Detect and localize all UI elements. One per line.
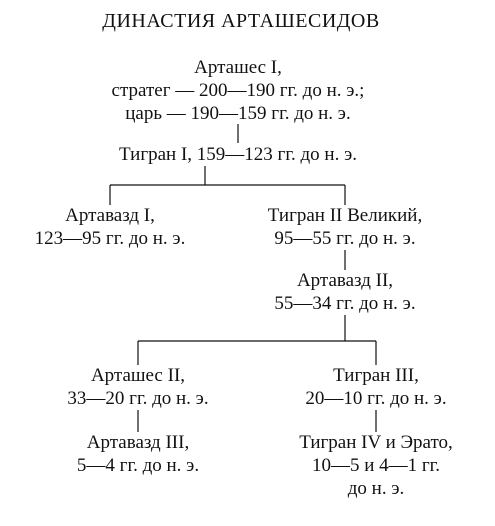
node-artavazd-1-line-1: Артавазд I,: [65, 205, 155, 226]
node-artavazd-2-line-1: Артавазд II,: [296, 270, 394, 291]
node-artavazd-3-line-2: 5—4 гг. до н. э.: [76, 455, 200, 476]
node-artashes-1: [112, 57, 365, 124]
node-tigran-4-erato: [299, 432, 453, 499]
node-artavazd-3-line-1: Артавазд III,: [86, 432, 190, 453]
node-tigran-3: [305, 365, 446, 409]
node-tigran-2-line-1: Тигран II Великий,: [267, 205, 423, 226]
node-tigran-3-line-2: 20—10 гг. до н. э.: [305, 388, 447, 409]
node-tigran-2-line-2: 95—55 гг. до н. э.: [274, 228, 416, 249]
node-tigran-1-line-1: Тигран I, 159—123 гг. до н. э.: [119, 144, 357, 165]
node-artashes-1-line-3: царь — 190—159 гг. до н. э.: [125, 103, 351, 124]
node-artavazd-3: [77, 432, 199, 476]
node-tigran-4-line-1: Тигран IV и Эрато,: [299, 432, 453, 453]
node-tigran-4-line-3: до н. э.: [347, 478, 405, 499]
node-artashes-2: [67, 365, 208, 409]
node-artavazd-2-line-2: 55—34 гг. до н. э.: [274, 293, 416, 314]
node-artashes-1-line-1: Арташес I,: [194, 57, 282, 78]
node-tigran-2: [268, 205, 422, 249]
diagram-title: ДИНАСТИЯ АРТАШЕСИДОВ: [102, 10, 380, 32]
node-tigran-3-line-1: Тигран III,: [333, 365, 419, 386]
node-artashes-2-line-2: 33—20 гг. до н. э.: [67, 388, 209, 409]
node-tigran-1: [119, 144, 357, 165]
node-artavazd-2: [274, 270, 415, 314]
node-artavazd-1-line-2: 123—95 гг. до н. э.: [34, 228, 186, 249]
node-tigran-4-line-2: 10—5 и 4—1 гг.: [311, 455, 441, 476]
node-artashes-2-line-1: Арташес II,: [90, 365, 186, 386]
node-artashes-1-line-2: стратег — 200—190 гг. до н. э.;: [111, 80, 365, 101]
node-artavazd-1: [35, 205, 186, 249]
